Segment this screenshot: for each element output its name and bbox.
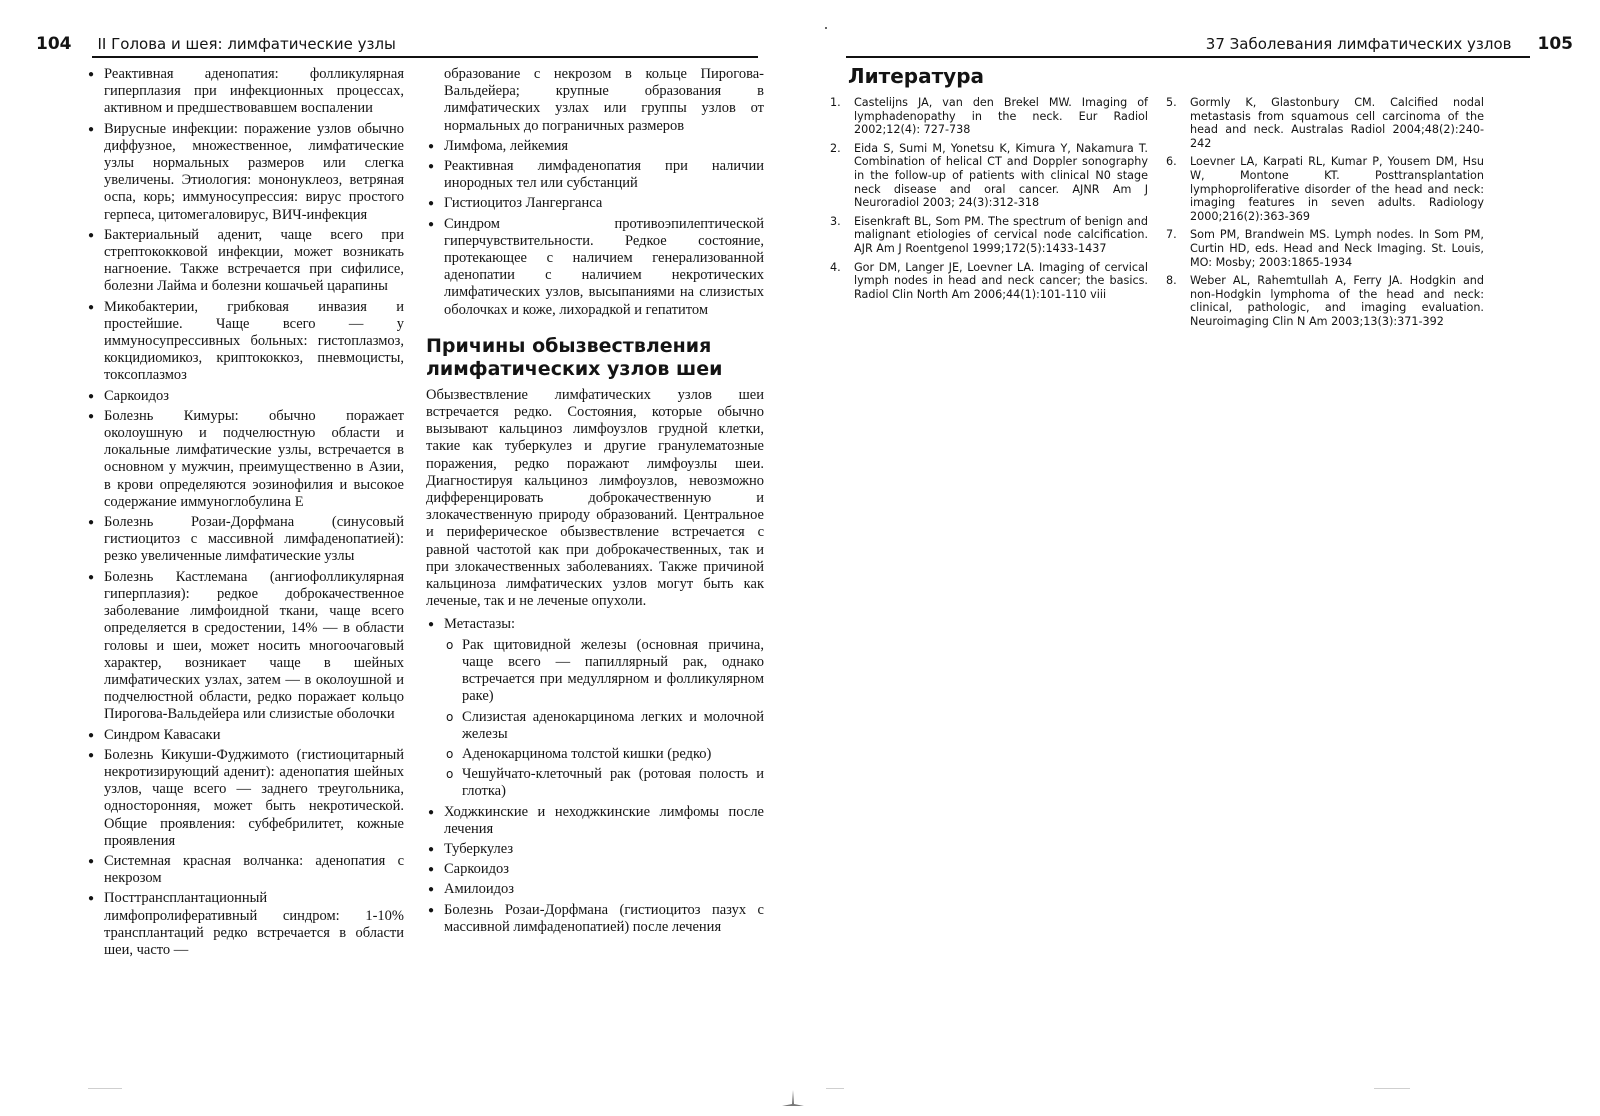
- reference-text: Loevner LA, Karpati RL, Kumar P, Yousem DM, Hsu W, Montone KT. Posttransplantation lymphoproliferative disorder of the head and neck: imaging features in seven adults. Radiology 2000;216(2):363-369: [1190, 155, 1484, 223]
- scan-dash-left: [88, 1088, 122, 1089]
- list-item: [86, 514, 404, 566]
- list-item-metastases: [426, 616, 764, 800]
- list-item-text: Болезнь Кикуши-Фуджимото (гистиоцитарный некротизирующий аденит): аденопатия шейных узлов, чаще всего — заднего треугольника, односторонняя, может быть некротической. Общие проявления: субфебрилитет, кожные проявления: [104, 746, 404, 849]
- list-item-text: Аденокарцинома толстой кишки (редко): [462, 745, 712, 762]
- reference-text: Gormly K, Glastonbury CM. Calcified nodal metastasis from squamous cell carcinoma of the head and neck. Australas Radiol 2004;48(2):240-242: [1190, 96, 1484, 150]
- list-item-text: Саркоидоз: [444, 861, 510, 878]
- list-item-text: Синдром противоэпилептической гиперчувствительности. Редкое состояние, протекающее с наличием генерализованной аденопатии с наличием некротических лимфатических узлов, высыпаниями на слизистых оболочках и коже, лихорадкой и гепатитом: [444, 215, 764, 318]
- reference-item: [830, 215, 1148, 256]
- reference-number: 8.: [1166, 274, 1177, 288]
- scan-dash-right: [1374, 1088, 1410, 1089]
- list-item: [426, 195, 764, 212]
- left-column-2: [426, 66, 764, 939]
- reference-number: 1.: [830, 96, 841, 109]
- running-head-left: [36, 33, 758, 55]
- list-item-text: Туберкулез: [444, 840, 514, 857]
- list-item-text: Синдром Кавасаки: [104, 726, 221, 743]
- reference-item: [1166, 228, 1484, 269]
- reference-text: Eida S, Sumi M, Yonetsu K, Kimura Y, Nakamura T. Combination of helical CT and Doppler sonography in the follow-up of patients with clinical N0 stage neck disease and oral cancer. AJNR Am J Neuroradiol 2003; 24(3):312-318: [854, 141, 1148, 210]
- reference-text: Castelijns JA, van den Brekel MW. Imaging of lymphadenopathy in the neck. Eur Radiol 2002;12(4): 727-738: [854, 96, 1148, 137]
- left-column-1: [86, 66, 404, 962]
- references-list-1: [830, 96, 1148, 306]
- sub-list-item: [444, 709, 764, 743]
- reference-text: Gor DM, Langer JE, Loevner LA. Imaging of cervical lymph nodes in head and neck cancer; the basics. Radiol Clin North Am 2006;44(1):101-110 viii: [854, 260, 1148, 301]
- list-item: [86, 853, 404, 887]
- running-head-title-right: 37 Заболевания лимфатических узлов: [1205, 35, 1512, 53]
- reference-number: 2.: [830, 141, 841, 155]
- sub-list-item: [444, 766, 764, 800]
- reference-number: 4.: [830, 260, 841, 274]
- header-rule-right: [846, 56, 1530, 58]
- running-head-right: [846, 33, 1573, 55]
- reference-item: [1166, 155, 1484, 223]
- list-item-text: Лимфома, лейкемия: [444, 137, 569, 154]
- reference-item: [830, 261, 1148, 302]
- list-item: [426, 881, 764, 898]
- list-item: [86, 408, 404, 511]
- list-item: [86, 227, 404, 296]
- reference-item: [830, 96, 1148, 137]
- reference-number: 5.: [1166, 96, 1177, 109]
- list-item: [86, 890, 404, 959]
- list-item-text: Посттрансплантационный лимфопролиферативный синдром: 1-10% трансплантаций редко встречается в области шеи, часто —: [104, 890, 404, 958]
- page-number-right: 105: [1537, 34, 1573, 54]
- list-item: [86, 388, 404, 405]
- running-head-title-left: II Голова и шея: лимфатические узлы: [97, 35, 396, 53]
- list-item-text: Системная красная волчанка: аденопатия с некрозом: [104, 852, 404, 887]
- list-item-text: Реактивная лимфаденопатия при наличии инородных тел или субстанций: [444, 158, 764, 192]
- page-number-left: 104: [36, 34, 72, 54]
- continued-text: образование с некрозом в кольце Пирогова-Вальдейера; крупные образования в лимфатических узлах или группы узлов от нормальных до пограничных размеров: [444, 66, 764, 134]
- list-item: [86, 299, 404, 385]
- list-item: [86, 747, 404, 850]
- list-item-text: Амилоидоз: [444, 881, 515, 898]
- list-item: [86, 121, 404, 224]
- list-item-text: Болезнь Кастлемана (ангиофолликулярная гиперплазия): редкое доброкачественное заболевание лимфоидной ткани, чаще всего определяется в средостении, 14% — в области головы и шеи, может носить многоочаговый характер, возникает чаще в шейных лимфатических узлах, затем — в околоушной и подчелюстной области, редко поражает кольцо Пирогова-Вальдейера или слизистые оболочки: [104, 568, 404, 723]
- list-item-text: Рак щитовидной железы (основная причина, чаще всего — папиллярный рак, однако встречается при медуллярном и фолликулярном раке): [462, 636, 764, 705]
- list-item-text: Гистиоцитоз Лангерганса: [444, 195, 603, 212]
- list-item-text: Болезнь Розаи-Дорфмана (гистиоцитоз пазух с массивной лимфаденопатией) после лечения: [444, 901, 764, 935]
- reference-number: 6.: [1166, 155, 1177, 169]
- list-item: [426, 804, 764, 838]
- scan-speck: [825, 27, 827, 29]
- literature-title: Литература: [848, 64, 985, 88]
- list-item-text: Реактивная аденопатия: фолликулярная гиперплазия при инфекционных процессах, активном и предшествовавшем воспалении: [104, 66, 404, 117]
- list-item-text: Чешуйчато-клеточный рак (ротовая полость и глотка): [462, 766, 764, 800]
- list-item: [86, 569, 404, 724]
- list-item-text: Болезнь Розаи-Дорфмана (синусовый гистиоцитоз с массивной лимфаденопатией): резко увеличенные лимфатические узлы: [104, 514, 404, 565]
- list-item-text: Саркоидоз: [104, 387, 170, 404]
- list-item-text: Слизистая аденокарцинома легких и молочной железы: [462, 708, 764, 742]
- right-page: [800, 0, 1600, 1116]
- list-item: [426, 841, 764, 858]
- list-item: [86, 66, 404, 118]
- reference-text: Weber AL, Rahemtullah A, Ferry JA. Hodgkin and non-Hodgkin lymphoma of the head and neck: clinical, pathologic, and imaging evaluation. Neuroimaging Clin N Am 2003;13(3):371-392: [1190, 274, 1484, 328]
- section-heading: Причины обызвествления лимфатических узлов шеи: [426, 334, 723, 380]
- reference-item: [1166, 274, 1484, 328]
- list-item: [426, 158, 764, 192]
- binding-mark: [778, 1086, 808, 1108]
- calcification-causes-list: [426, 616, 764, 800]
- metastases-label: Метастазы:: [444, 616, 515, 633]
- header-rule-left: [92, 56, 758, 58]
- list-item-text: Микобактерии, грибковая инвазия и простейшие. Чаще всего — у иммуносупрессивных больных: гистоплазмоз, кокцидиомикоз, криптококкоз, пневмоцисты, токсоплазмоз: [104, 298, 404, 384]
- reference-item: [830, 142, 1148, 210]
- list-item-text: Бактериальный аденит, чаще всего при стрептококковой инфекции, может возникать нагноение. Также встречается при сифилисе, болезни Лайма и болезни кошачьей царапины: [104, 226, 404, 295]
- reference-item: [1166, 96, 1484, 150]
- references-list-2: [1166, 96, 1484, 334]
- reference-text: Som PM, Brandwein MS. Lymph nodes. In Som PM, Curtin HD, eds. Head and Neck Imaging. St. Louis, MO: Mosby; 2003:1865-1934: [1190, 228, 1484, 269]
- causes-list: [86, 66, 404, 959]
- list-item: [426, 216, 764, 319]
- list-item: [426, 902, 764, 936]
- sub-list-item: [444, 637, 764, 706]
- section-paragraph: Обызвествление лимфатических узлов шеи встречается редко. Состояния, которые обычно вызывают кальциноз лимфоузлов грудной клетки, такие как туберкулез и другие гранулематозные поражения, редко поражают лимфоузлы шеи. Диагностируя кальциноз лимфоузлов, невозможно дифференцировать доброкачественную и злокачественную природу образований. Центральное и периферическое обызвествление встречается с равной частотой как при доброкачественных, так и при злокачественных заболеваниях. Также причиной кальциноза лимфатических узлов могут быть как леченые, так и не леченые опухоли.: [426, 386, 764, 610]
- list-item: [86, 727, 404, 744]
- list-item-text: Ходжкинские и неходжкинские лимфомы после лечения: [444, 803, 764, 837]
- list-item-text: Болезнь Кимуры: обычно поражает околоушную и подчелюстную области и локальные лимфатические узлы, встречается в основном у мужчин, преимущественно в Азии, в крови определяются эозинофилия и высокое содержание иммуноглобулина Е: [104, 407, 404, 510]
- list-item: [426, 861, 764, 878]
- list-item-text: Вирусные инфекции: поражение узлов обычно диффузное, множественное, лимфатические узлы нормальных размеров или слегка увеличены. Этиология: мононуклеоз, ветряная оспа, корь; иммуносупрессия: вирус простого герпеса, цитомегаловирус, ВИЧ-инфекция: [104, 120, 404, 223]
- list-item: [426, 138, 764, 155]
- sub-list-item: [444, 746, 764, 763]
- reference-number: 7.: [1166, 228, 1177, 242]
- causes-list-continued: [426, 138, 764, 319]
- calcification-causes-list-tail: [426, 804, 764, 936]
- metastases-sublist: [444, 637, 764, 801]
- reference-number: 3.: [830, 214, 841, 228]
- reference-text: Eisenkraft BL, Som PM. The spectrum of benign and malignant etiologies of cervical node calcification. AJR Am J Roentgenol 1999;172(5):1433-1437: [854, 214, 1148, 255]
